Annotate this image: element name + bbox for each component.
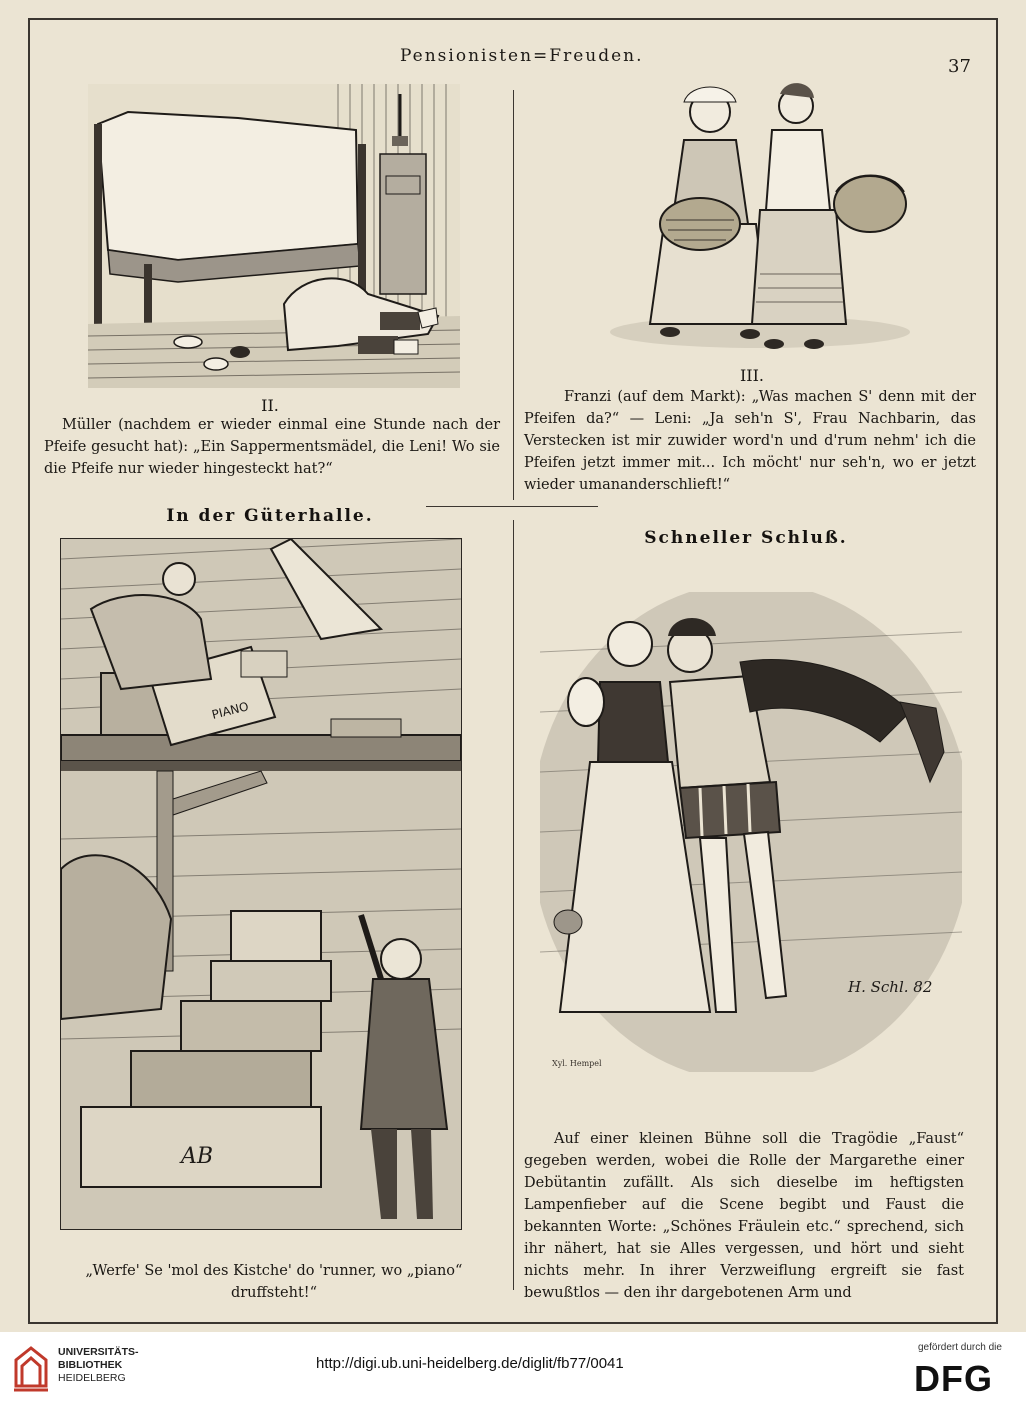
panel-3-numeral: III. [739, 366, 765, 385]
faust-drawing [540, 592, 962, 1072]
ab-crate-label: AB [181, 1144, 214, 1169]
artist-signature: H. Schl. 82 [848, 978, 933, 996]
warehouse-drawing [61, 539, 461, 1229]
permalink-url[interactable]: http://digi.ub.uni-heidelberg.de/diglit/fb77/0041 [316, 1355, 624, 1372]
section-divider [426, 506, 598, 507]
warehouse-caption: „Werfe' Se 'mol des Kistche' do 'runner, wo „piano“ druffsteht!“ [85, 1263, 463, 1301]
engraver-mark: Xyl. Hempel [552, 1059, 602, 1068]
illustration-faust-margarethe [540, 592, 962, 1072]
panel-2-caption: Müller (nachdem er wieder einmal eine Stunde nach der Pfeife gesucht hat): „Ein Sappermentsmädel, die Leni! Wo sie die Pfeife nur wieder hingesteckt hat?“ [44, 417, 500, 477]
market-women-drawing [600, 74, 930, 358]
illustration-bed-scene [88, 84, 460, 388]
bed-scene-drawing [88, 84, 460, 388]
library-line-3: HEIDELBERG [58, 1372, 126, 1384]
page-number: 37 [948, 56, 971, 77]
library-seal-icon [10, 1342, 52, 1394]
illustration-warehouse [60, 538, 462, 1230]
column-divider-top [513, 90, 514, 500]
library-line-2: BIBLIOTHEK [58, 1359, 123, 1371]
piano-crate-label: PIANO [210, 699, 251, 722]
column-divider-bottom [513, 520, 514, 1290]
library-line-1: UNIVERSITÄTS- [58, 1346, 139, 1358]
panel-2-numeral: II. [261, 396, 279, 415]
digitization-footer [0, 1332, 1026, 1406]
section-title-schneller-schluss: Schneller Schluß. [644, 528, 848, 548]
university-library-logo [10, 1342, 52, 1394]
funding-note: gefördert durch die [918, 1342, 1002, 1353]
section-title-guterhalle: In der Güterhalle. [166, 506, 374, 526]
dfg-logo: DFG [914, 1358, 993, 1399]
illustration-market-women [600, 74, 930, 358]
library-name [58, 1346, 139, 1385]
panel-3-caption: Franzi (auf dem Markt): „Was machen S' denn mit der Pfeifen da?“ — Leni: „Ja seh'n S', Frau Nachbarin, das Verstecken ist mir zuwider word'n und d'rum nehm' ich die Pfeifen jetzt immer mit... Ich möcht' nur seh'n, wo er jetzt wieder umananderschlieft!“ [524, 389, 976, 493]
running-title: Pensionisten=Freuden. [400, 46, 644, 66]
faust-caption: Auf einer kleinen Bühne soll die Tragödie „Faust“ gegeben werden, wobei die Rolle der Margarethe einer Debütantin zufällt. Als sich dieselbe im heftigsten Lampenfieber auf die Scene begibt und Faust die bekannten Worte: „Schönes Fräulein etc.“ sprechend, sich ihr nähert, hat sie Alles vergessen, und hört und sieht nichts mehr. In ihrer Verzweiflung ergreift sie fast bewußtlos — den ihr dargebotenen Arm und [524, 1131, 964, 1301]
